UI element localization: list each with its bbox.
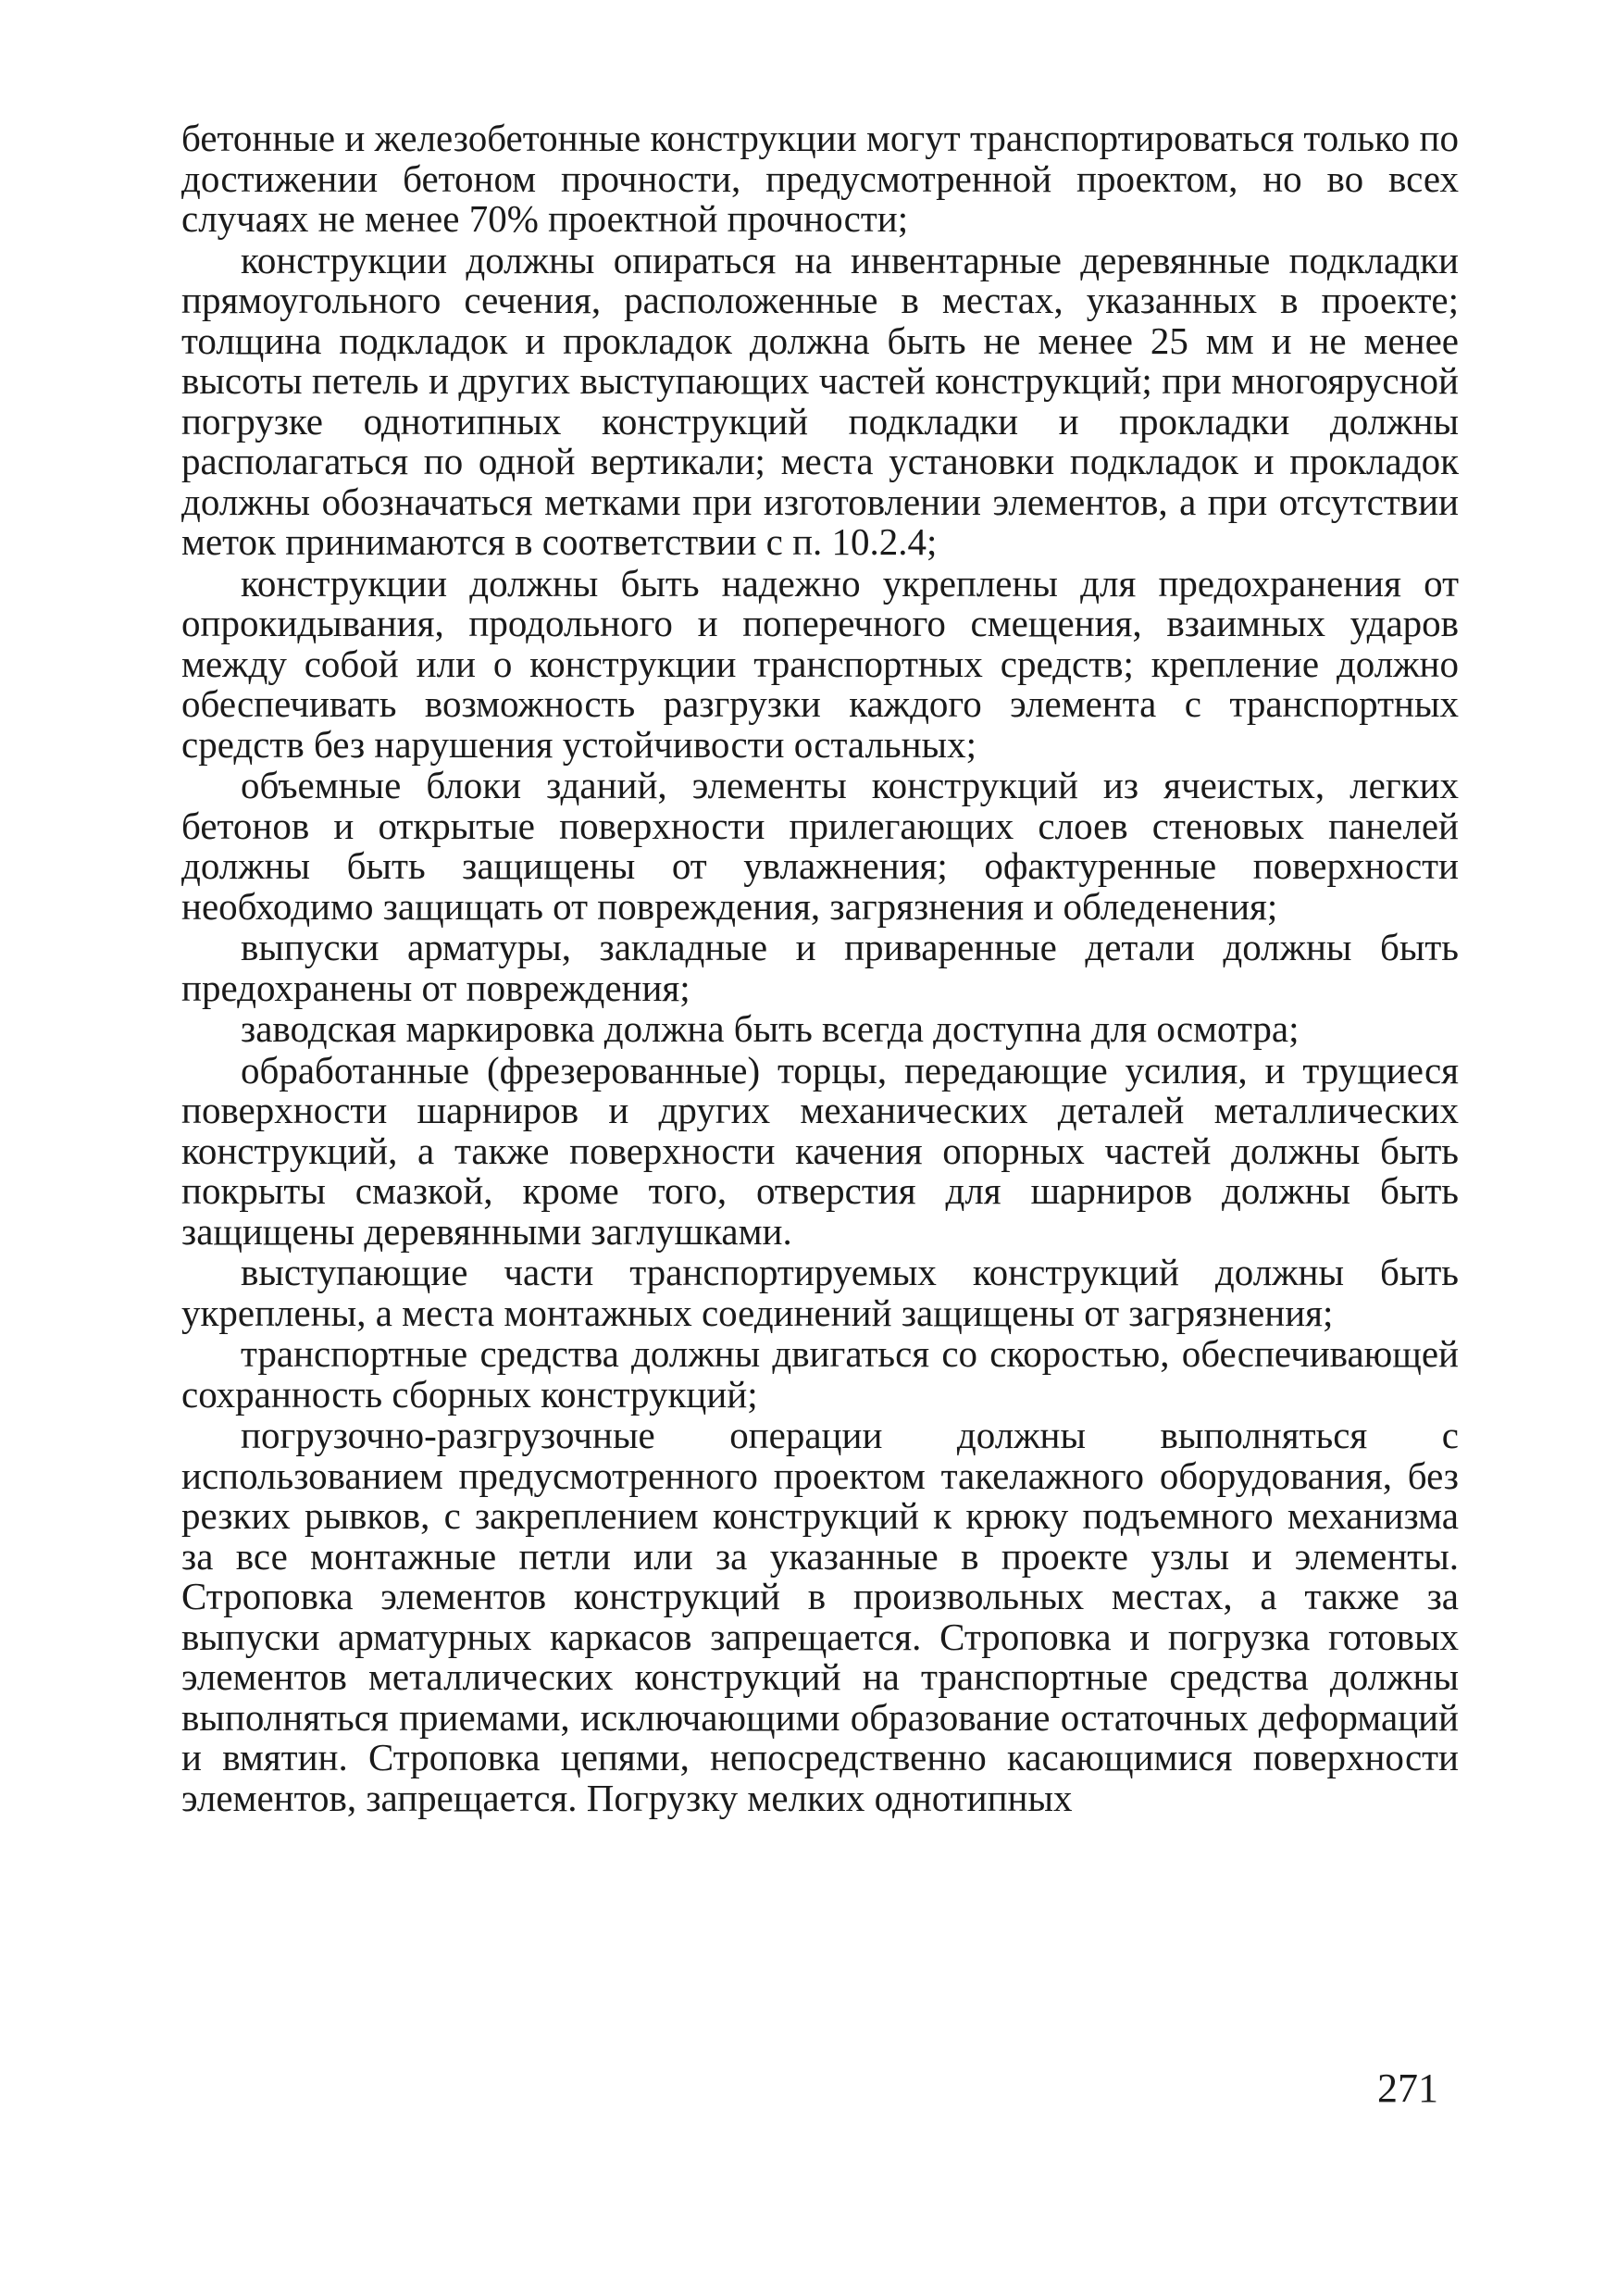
paragraph-concrete-strength: бетонные и железобетонные конструкции могут транспортироваться только по достижении бетоном прочности, предусмотренной проектом, но во всех случаях не менее 70% проектной прочности; bbox=[181, 117, 1459, 240]
paragraph-supports: конструкции должны опираться на инвентарные деревянные подкладки прямоугольного сечения, расположенные в местах, указанных в проекте; толщина подкладок и прокладок должна быть не менее 25 мм и не менее высоты петель и других выступающих частей конструкций; при многоярусной погрузке однотипных конструкций подкладки и прокладки должны располагаться по одной вертикали; места установки подкладок и прокладок должны обозначаться метками при изготовлении элементов, а при отсутствии меток принимаются в соответствии с п. 10.2.4; bbox=[181, 238, 1459, 563]
paragraph-reinforcement: выпуски арматуры, закладные и приваренные детали должны быть предохранены от повреждения; bbox=[181, 926, 1459, 1009]
page-number: 271 bbox=[1377, 2065, 1438, 2111]
paragraph-marking: заводская маркировка должна быть всегда доступна для осмотра; bbox=[241, 1007, 1300, 1050]
paragraph-lubrication: обработанные (фрезерованные) торцы, передающие усилия, и трущиеся поверхности шарниров и других механических деталей металлических конструкций, а также поверхности качения опорных частей должны быть покрыты смазкой, кроме того, отверстия для шарниров должны быть защищены деревянными заглушками. bbox=[181, 1048, 1459, 1253]
document-page bbox=[181, 119, 1459, 1819]
paragraph-transport-speed: транспортные средства должны двигаться со скоростью, обеспечивающей сохранность сборных конструкций; bbox=[181, 1332, 1459, 1416]
paragraph-moisture-protection: объемные блоки зданий, элементы конструкций из ячеистых, легких бетонов и открытые поверхности прилегающих слоев стеновых панелей должны быть защищены от увлажнения; офактуренные поверхности необходимо защищать от повреждения, загрязнения и обледенения; bbox=[181, 764, 1459, 928]
paragraph-protruding-parts: выступающие части транспортируемых конструкций должны быть укреплены, а места монтажных соединений защищены от загрязнения; bbox=[181, 1251, 1459, 1334]
paragraph-fastening: конструкции должны быть надежно укреплены для предохранения от опрокидывания, продольного и поперечного смещения, взаимных ударов между собой или о конструкции транспортных средств; крепление должно обеспечивать возможность разгрузки каждого элемента с транспортных средств без нарушения устойчивости остальных; bbox=[181, 561, 1459, 766]
paragraph-loading-operations: погрузочно-разгрузочные операции должны выполняться с использованием предусмотренного проектом такелажного оборудования, без резких рывков, с закреплением конструкций к крюку подъемного механизма за все монтажные петли или за указанные в проекте узлы и элементы. Строповка элементов конструкций в произвольных местах, а также за выпуски арматурных каркасов запрещается. Строповка и погрузка готовых элементов металлических конструкций на транспортные средства должны выполняться приемами, исключающими образование остаточных деформаций и вмятин. Строповка цепями, непосредственно касающимися поверхности элементов, запрещается. Погрузку мелких однотипных bbox=[181, 1414, 1459, 1819]
